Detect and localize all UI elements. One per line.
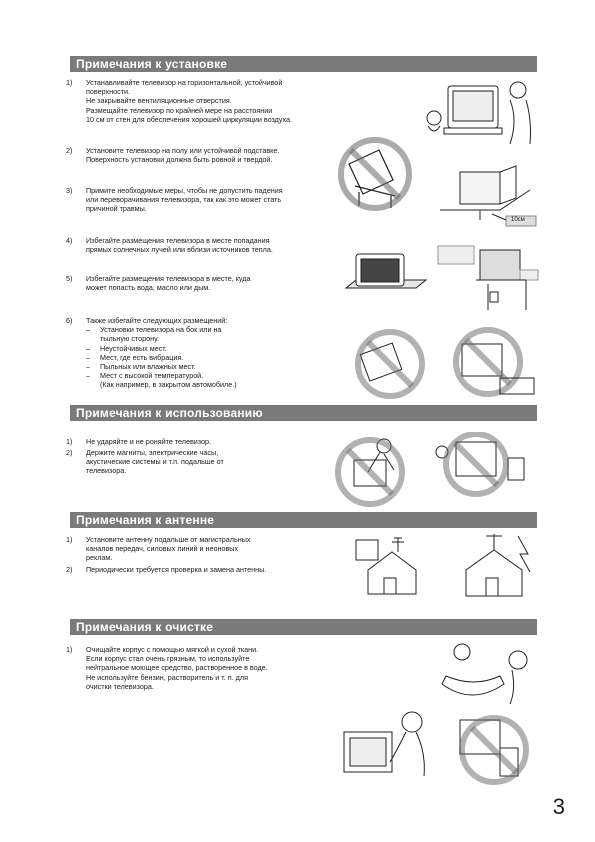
section-header-antenna — [70, 512, 537, 528]
antenna-house-illustration-1 — [348, 534, 438, 606]
sub-item-text: Неустойчивых мест. — [100, 343, 167, 353]
section-title: Примечания к очистке — [76, 620, 214, 634]
sub-list — [86, 325, 331, 389]
dash: – — [86, 362, 90, 372]
tv-ventilation-illustration — [420, 76, 540, 150]
sub-item — [86, 371, 331, 389]
list-item — [66, 78, 331, 124]
item-text: Очищайте корпус с помощью мягкой и сухой ткани. Если корпус стал очень грязным, то используйте нейтральное моющее средство, растворенное в воде. Не используйте бензин, растворитель и т. п. для очистки телевизора. — [86, 645, 268, 691]
list-item — [66, 565, 331, 574]
tv-solvent-prohibited-illustration — [450, 710, 540, 786]
item-text: Периодически требуется проверка и замена антенны. — [86, 565, 267, 574]
item-number: 5) — [66, 274, 73, 283]
tv-impact-prohibited-illustration — [324, 432, 414, 508]
sub-item-text: Установки телевизора на бок или на тыльную сторону. — [100, 325, 222, 344]
dash: – — [86, 343, 90, 353]
list-item — [66, 236, 331, 254]
item-text: Не ударяйте и не роняйте телевизор. — [86, 437, 212, 446]
list-item — [66, 535, 331, 563]
item-text: Примите необходимые меры, чтобы не допустить падения или переворачивания телевизора, так как это может стать причиной травмы. — [86, 186, 283, 214]
cleaning-cloth-illustration — [432, 640, 538, 706]
list-item — [66, 316, 331, 390]
item-text: Устанавливайте телевизор на горизонтальной, устойчивой поверхности. Не закрывайте вентиляционные отверстия. Размещайте телевизор по крайней мере на расстоянии 10 см от стен для обеспечения хорошей циркуляции воздуха. — [86, 78, 292, 124]
section-header-installation — [70, 56, 537, 72]
list-item — [66, 274, 331, 292]
sub-item — [86, 344, 331, 353]
list-item — [66, 437, 331, 446]
sub-item — [86, 353, 331, 362]
distance-label: 10см — [511, 217, 525, 223]
item-number: 2) — [66, 146, 73, 155]
sub-item — [86, 362, 331, 371]
section-header-cleaning — [70, 619, 537, 635]
sub-item — [86, 325, 331, 343]
item-number: 3) — [66, 186, 73, 195]
item-text: Держите магниты, электрические часы, акустические системы и т.п. подальше от телевизора. — [86, 448, 224, 476]
item-number: 4) — [66, 236, 73, 245]
list-item — [66, 186, 331, 214]
item-text: Установите антенну подальше от магистральных каналов передач, силовых линий и неоновых реклам. — [86, 535, 251, 563]
item-text: Избегайте размещения телевизора в месте попадания прямых солнечных лучей или вблизи источников тепла. — [86, 236, 273, 255]
page-number: 3 — [552, 794, 565, 819]
sub-item-text: Пыльных или влажных мест. — [100, 362, 196, 372]
list-item — [66, 146, 331, 164]
tv-cleaning-illustration — [330, 706, 440, 786]
tv-magnet-prohibited-illustration — [430, 432, 530, 502]
item-text: Установите телевизор на полу или устойчивой подставке. Поверхность установки должна быть ровной и твердой. — [86, 146, 280, 165]
item-number: 1) — [66, 645, 73, 654]
item-number: 2) — [66, 565, 73, 574]
item-number: 1) — [66, 437, 73, 446]
item-text: Избегайте размещения телевизора в месте, куда может попасть вода, масло или дым. — [86, 274, 251, 293]
dash: – — [86, 325, 90, 335]
dash: – — [86, 371, 90, 381]
tv-wall-distance-illustration — [432, 164, 542, 230]
dash: – — [86, 352, 90, 362]
section-title: Примечания к использованию — [76, 406, 263, 420]
item-number: 1) — [66, 78, 73, 87]
item-number: 1) — [66, 535, 73, 544]
antenna-house-illustration-2 — [452, 530, 542, 608]
sub-item-text: Мест с высокой температурой. (Как например, в закрытом автомобиле.) — [100, 371, 237, 390]
item-number: 2) — [66, 448, 73, 457]
sub-item-text: Мест, где есть вибрация. — [100, 352, 184, 362]
tv-fall-prohibited-illustration — [335, 134, 415, 214]
list-item — [66, 645, 331, 691]
section-header-usage — [70, 405, 537, 421]
list-item — [66, 448, 331, 476]
section-title: Примечания к установке — [76, 57, 228, 71]
item-number: 6) — [66, 316, 73, 325]
section-title: Примечания к антенне — [76, 513, 215, 527]
tv-placement-prohibited-illustration — [350, 326, 540, 402]
tv-water-oil-illustration — [436, 244, 540, 314]
item-text: Также избегайте следующих размещений: — [86, 316, 228, 325]
tv-sunlight-illustration — [336, 246, 436, 296]
